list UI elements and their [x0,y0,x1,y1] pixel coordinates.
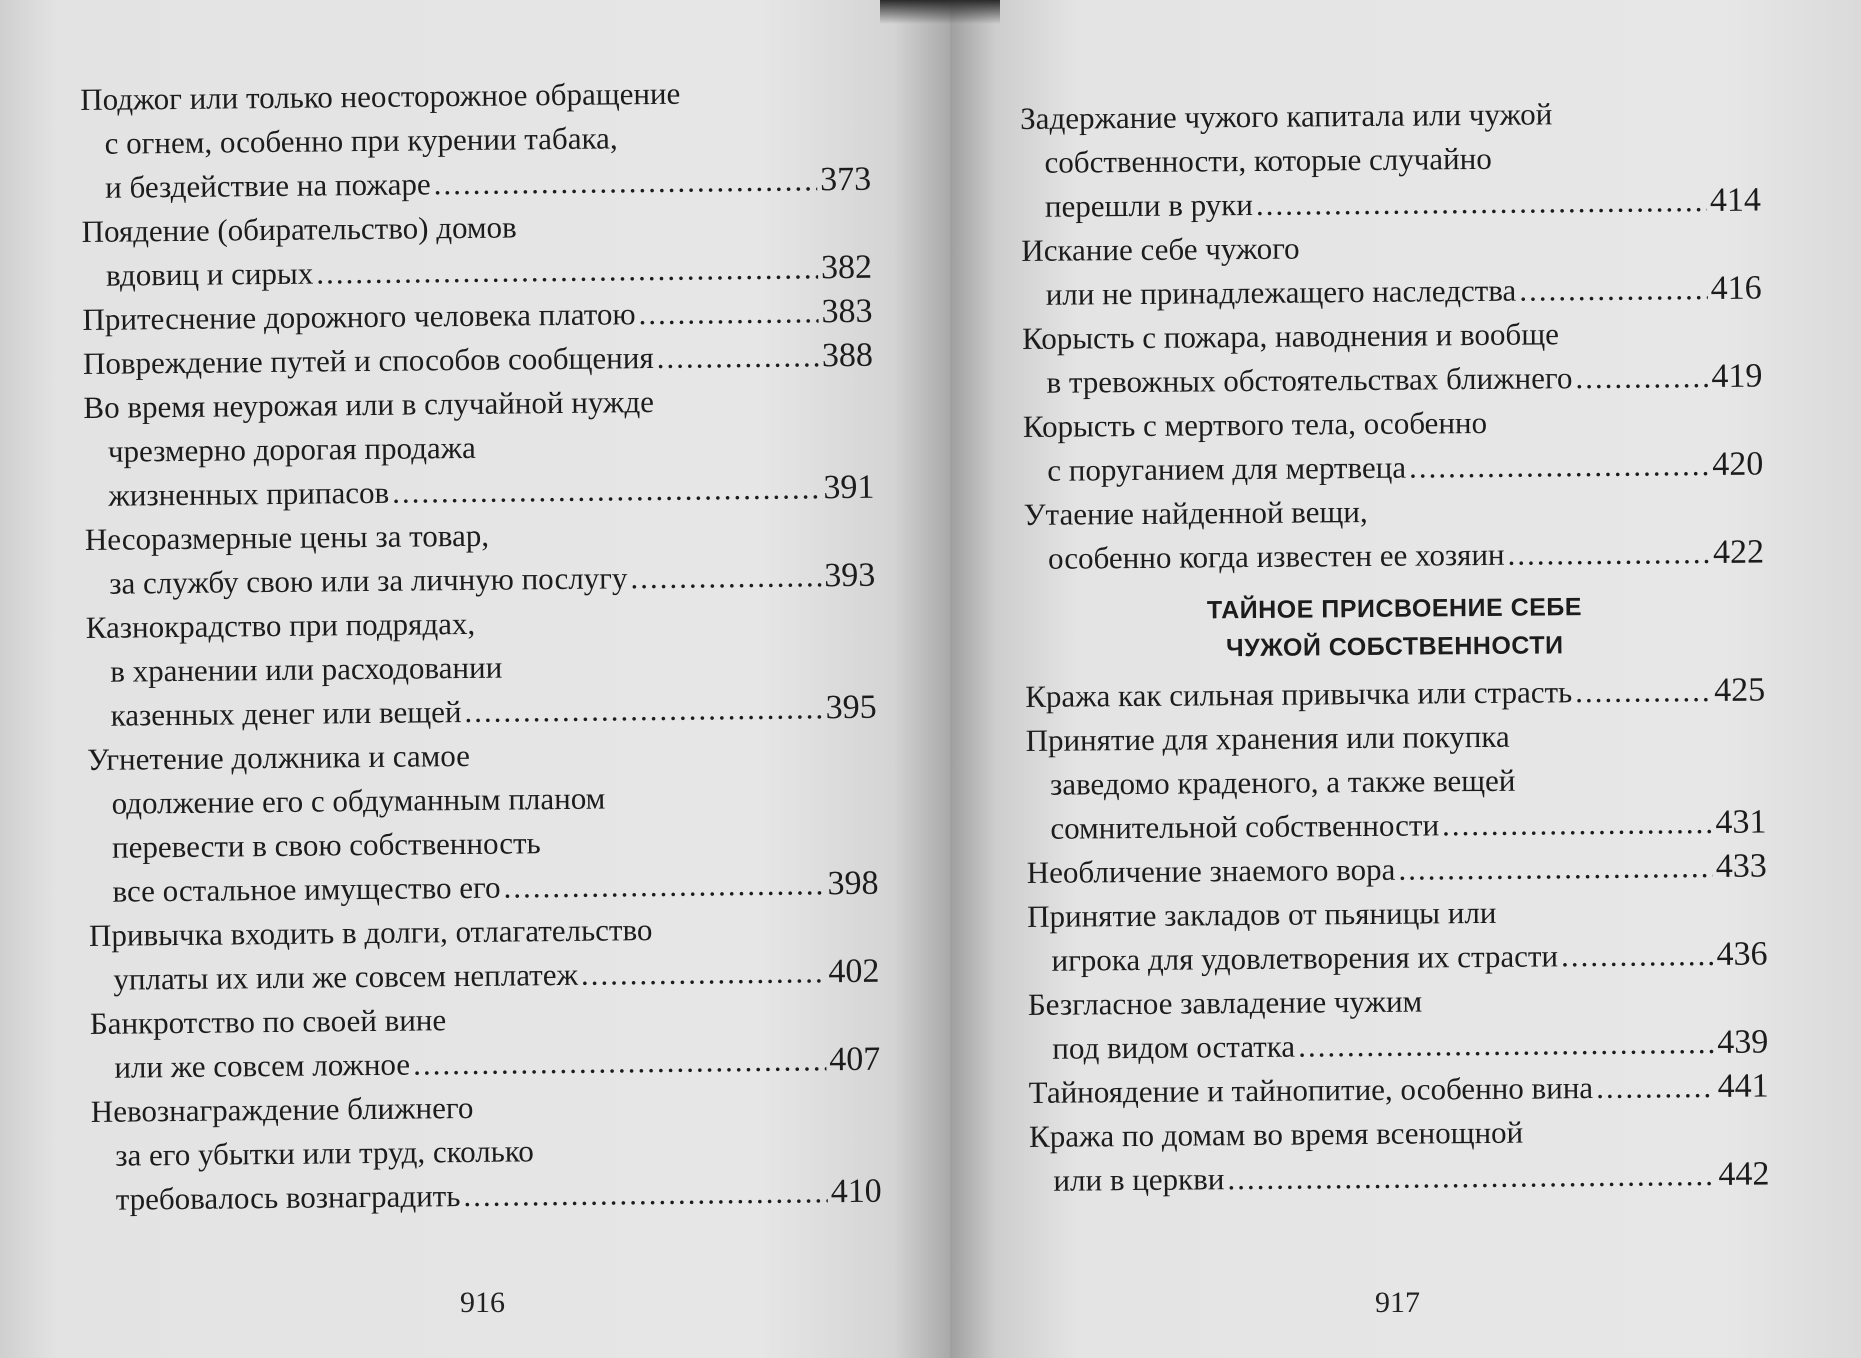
toc-entry-text: Повреждение путей и способов сообщения [82,340,654,381]
toc-entry-text: Поджог или только неосторожное обращение [80,75,681,117]
dot-leader [1298,1021,1715,1069]
toc-page-number: 431 [1715,803,1767,841]
toc-entry-last-line [85,554,875,606]
toc-page-number: 419 [1711,357,1763,395]
dot-leader [1409,443,1710,490]
toc-page-number: 393 [824,556,876,595]
dot-leader [464,686,823,734]
toc-page-number: 395 [825,688,877,727]
toc-entry-text: перевести в свою собственность [111,825,541,865]
toc-entry-line [1028,977,1768,1027]
toc-entry-text: Банкротство по своей вине [89,1002,447,1041]
toc-entry-last-line [83,334,873,386]
toc-entry-last-line [92,1170,882,1222]
toc-entry-last-line [1029,1153,1769,1203]
toc-entry [91,1082,882,1222]
toc-entry-last-line [89,950,879,1002]
toc-entry [1025,713,1766,851]
toc-entry [1021,223,1762,317]
section-heading-line: ЧУЖОЙ СОБСТВЕННОСТИ [1225,631,1564,663]
section-heading-line: ТАЙНОЕ ПРИСВОЕНИЕ СЕБЕ [1206,593,1583,625]
toc-entry [81,202,872,298]
toc-entry-text: требовалось вознаградить [115,1178,461,1217]
toc-entry-last-line [81,158,871,210]
toc-page-number: 439 [1717,1023,1769,1061]
toc-entry-text: Задержание чужого капитала или чужой [1020,96,1553,136]
toc-entry-text: Кража как сильная привычка или страсть [1025,674,1573,714]
dot-leader [581,950,826,997]
left-page-number: 916 [460,1286,505,1319]
dot-leader [503,862,824,909]
toc-entry-text: собственности, которые случайно [1044,140,1492,180]
toc-entry [1028,1065,1768,1115]
toc-page-number: 414 [1709,181,1762,219]
toc-entry [87,730,879,914]
toc-entry-text: Поядение (обирательство) домов [81,209,517,249]
toc-entry-text: под видом остатка [1052,1028,1296,1066]
toc-entry-last-line [1027,933,1767,983]
toc-page-number: 391 [823,468,875,507]
dot-leader [1596,1065,1715,1110]
toc-entry [80,70,871,210]
toc-entry-text: Привычка входить в долги, отлагательство [88,912,653,953]
dot-leader [638,290,818,336]
toc-entry-line [1022,311,1762,361]
toc-entry-text: Утаение найденной вещи, [1023,493,1368,532]
section-heading [1024,587,1765,669]
toc-entry-text: Корысть с пожара, наводнения и вообще [1021,316,1560,356]
toc-entry-line [1020,135,1760,185]
toc-entry-text: Притеснение дорожного человека платою [82,296,636,337]
toc-entry [1023,399,1764,493]
toc-entry-text: особенно когда известен ее хозяин [1047,536,1505,576]
toc-entry-text: все остальное имущество его [112,869,501,909]
toc-entry-text: Казнокрадство при подрядах, [85,605,476,645]
toc-entry [89,906,880,1002]
right-toc-list [1020,91,1770,1203]
toc-entry-text: Необличение знаемого вора [1026,851,1396,890]
toc-entry-text: сомнительной собственности [1050,807,1440,846]
toc-entry-text: за службу свою или за личную послугу [109,560,628,601]
toc-entry-text: или же совсем ложное [114,1046,411,1085]
toc-page-number: 416 [1710,269,1762,307]
dot-leader [316,246,818,295]
toc-entry-text: за его убытки или труд, сколько [115,1133,534,1173]
toc-entry-last-line [1021,179,1761,229]
toc-entry-text: Принятие для хранения или покупка [1025,718,1510,758]
toc-entry-text: уплаты их или же совсем неплатеж [113,956,579,997]
toc-page-number: 410 [830,1172,882,1211]
toc-entry-line [1026,757,1766,807]
dot-leader [413,1038,827,1086]
toc-entry-text: чрезмерно дорогая продажа [107,429,476,469]
toc-entry [1025,669,1765,719]
toc-entry-line [1025,713,1765,763]
toc-entry-text: Угнетение должника и самое [86,737,471,777]
right-page [950,0,1861,1358]
toc-entry [90,994,881,1090]
toc-entry-text: в хранении или расходовании [110,649,503,689]
toc-entry-last-line [1026,801,1766,851]
toc-entry-line [1029,1109,1769,1159]
toc-page-number: 442 [1718,1155,1770,1193]
toc-entry-last-line [86,686,876,738]
toc-page-number: 383 [821,292,873,331]
dot-leader [1507,531,1710,577]
toc-page-number: 388 [821,336,874,375]
dot-leader [1575,669,1711,714]
toc-entry-text: Корысть с мертвого тела, особенно [1022,404,1488,444]
toc-entry-last-line [1024,531,1764,581]
toc-entry [1027,845,1767,895]
spine-shadow [880,0,1000,24]
toc-entry-last-line [1022,267,1762,317]
toc-entry-text: Безгласное завладение чужим [1027,983,1423,1022]
toc-entry-text: в тревожных обстоятельствах ближнего [1046,360,1573,400]
toc-page-number: 441 [1717,1067,1769,1105]
toc-entry-text: игрока для удовлетворения их страсти [1051,938,1559,978]
toc-entry-text: перешли в руки [1044,186,1254,224]
toc-page-number: 398 [827,864,879,903]
dot-leader [392,466,821,514]
toc-entry-text: Принятие закладов от пьяницы или [1026,894,1497,934]
toc-entry-text: Кража по домам во время всенощной [1028,1114,1524,1154]
dot-leader [1227,1153,1715,1201]
toc-page-number: 382 [820,248,873,287]
toc-entry-line [1020,91,1760,141]
toc-entry-text: Искание себе чужого [1021,230,1300,268]
dot-leader [1398,845,1713,892]
toc-entry-line [1023,399,1763,449]
toc-page-number: 420 [1712,445,1764,483]
toc-entry [1022,311,1763,405]
toc-entry-text: с огнем, особенно при курении табака, [104,120,618,161]
toc-entry-text: или в церкви [1053,1161,1225,1198]
toc-entry [83,334,873,386]
toc-entry-last-line [84,466,874,518]
toc-entry-last-line [1028,1065,1768,1115]
dot-leader [1561,933,1714,978]
toc-page-number: 422 [1712,533,1765,571]
toc-entry [1028,977,1769,1071]
toc-entry-text: жизненных припасов [108,474,390,513]
toc-entry-text: Тайноядение и тайнопитие, особенно вина [1028,1070,1594,1110]
toc-entry [1029,1109,1770,1203]
dot-leader [656,334,819,380]
toc-entry-last-line [1023,443,1763,493]
dot-leader [630,554,821,600]
toc-entry [1023,487,1764,581]
dot-leader [1442,801,1713,847]
toc-entry-text: одолжение его с обдуманным планом [111,780,606,821]
toc-entry-last-line [90,1038,880,1090]
toc-entry-line [1021,223,1761,273]
toc-entry-line [1027,889,1767,939]
toc-page-number: 373 [819,160,872,199]
toc-page-number: 436 [1716,935,1768,973]
toc-entry-text: заведомо краденого, а также вещей [1049,762,1516,802]
toc-entry-last-line [88,862,878,914]
toc-page-number: 402 [828,952,880,991]
toc-entry-text: Несоразмерные цены за товар, [84,517,490,557]
dot-leader [1519,267,1708,313]
dot-leader [1575,355,1708,400]
toc-entry [83,378,874,518]
toc-entry-text: Невознаграждение ближнего [90,1089,474,1129]
dot-leader [1256,179,1707,227]
left-toc-list [80,70,882,1222]
toc-entry [1020,91,1761,229]
toc-entry-text: с поруганием для мертвеца [1047,449,1407,488]
toc-entry [85,510,876,606]
toc-entry-text: казенных денег или вещей [110,694,462,733]
toc-entry-text: вдовиц и сирых [105,255,314,293]
toc-entry-text: и бездействие на пожаре [104,166,431,205]
toc-entry-text: или не принадлежащего наследства [1045,272,1517,312]
toc-entry [86,598,877,738]
toc-entry-last-line [1028,1021,1768,1071]
toc-page-number: 433 [1715,847,1767,885]
dot-leader [433,158,817,206]
toc-entry-line [1023,487,1763,537]
toc-entry-text: Во время неурожая или в случайной нужде [83,384,655,425]
toc-entry-last-line [1022,355,1762,405]
dot-leader [463,1170,828,1218]
toc-page-number: 407 [829,1040,881,1079]
toc-entry-last-line [1027,845,1767,895]
right-page-number: 917 [1375,1286,1420,1319]
toc-entry [1027,889,1768,983]
toc-page-number: 425 [1714,671,1766,709]
toc-entry-last-line [1025,669,1765,719]
